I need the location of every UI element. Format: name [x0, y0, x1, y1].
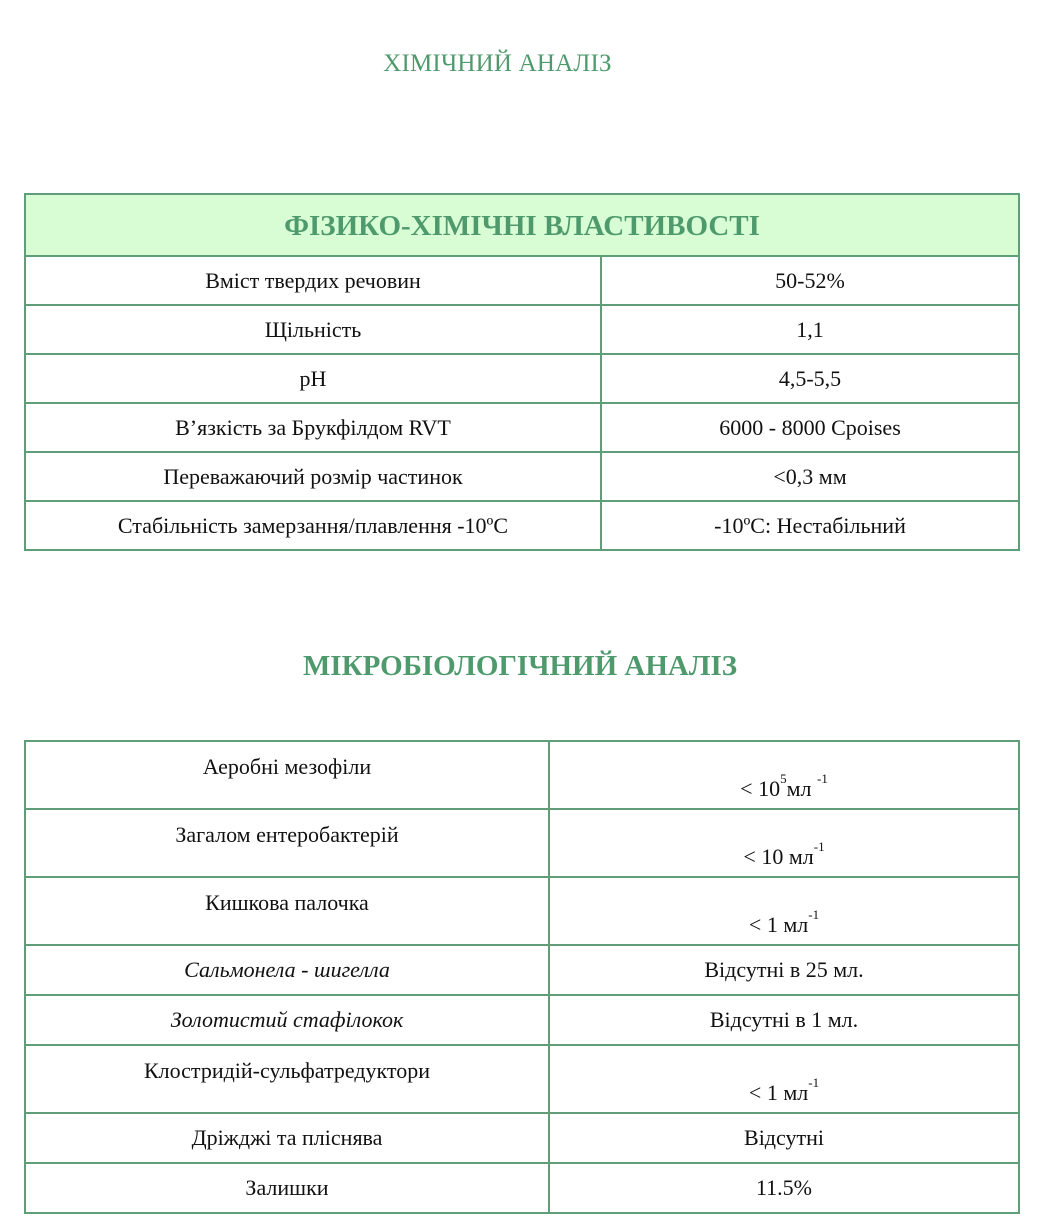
table-row: [25, 1163, 1019, 1213]
table-row: [25, 256, 1019, 305]
value-text: < 1 мл: [748, 912, 809, 937]
value-superscript: -1: [813, 839, 825, 854]
table-row: [25, 452, 1019, 501]
table-row: [25, 501, 1019, 550]
test-label: Аеробні мезофіли: [25, 741, 549, 809]
physchem-table: [24, 193, 1020, 551]
property-value: 4,5-5,5: [601, 354, 1019, 403]
value-superscript: -1: [816, 771, 828, 786]
table-row: [25, 741, 1019, 809]
microbiology-table: [24, 740, 1020, 1214]
property-value: <0,3 мм: [601, 452, 1019, 501]
test-value: [549, 877, 1019, 945]
property-value: -10ºC: Нестабільний: [601, 501, 1019, 550]
test-label: Кишкова палочка: [25, 877, 549, 945]
test-value: 11.5%: [549, 1163, 1019, 1213]
table-row: [25, 995, 1019, 1045]
test-label: Дріжджі та пліснява: [25, 1113, 549, 1163]
test-label: Клостридій-сульфатредуктори: [25, 1045, 549, 1113]
test-label: Сальмонела - шигелла: [25, 945, 549, 995]
microbiological-analysis-title: МІКРОБІОЛОГІЧНИЙ АНАЛІЗ: [302, 650, 738, 682]
test-label: Золотистий стафілокок: [25, 995, 549, 1045]
property-label: Щільність: [25, 305, 601, 354]
test-value: Відсутні в 1 мл.: [549, 995, 1019, 1045]
table-row: [25, 403, 1019, 452]
property-value: 1,1: [601, 305, 1019, 354]
test-value: [549, 809, 1019, 877]
property-label: В’язкість за Брукфілдом RVT: [25, 403, 601, 452]
test-label: Загалом ентеробактерій: [25, 809, 549, 877]
test-value: [549, 741, 1019, 809]
table-row: [25, 1045, 1019, 1113]
test-value: Відсутні в 25 мл.: [549, 945, 1019, 995]
value-superscript: 5: [780, 771, 787, 786]
physchem-table-header: ФІЗИКО-ХІМІЧНІ ВЛАСТИВОСТІ: [25, 194, 1019, 256]
chemical-analysis-title: ХІМІЧНИЙ АНАЛІЗ: [383, 50, 612, 77]
value-superscript: -1: [808, 907, 820, 922]
property-value: 6000 - 8000 Cpoises: [601, 403, 1019, 452]
test-value: [549, 1045, 1019, 1113]
test-value: Відсутні: [549, 1113, 1019, 1163]
table-row: [25, 809, 1019, 877]
table-row: [25, 1113, 1019, 1163]
property-value: 50-52%: [601, 256, 1019, 305]
property-label: Стабільність замерзання/плавлення -10ºC: [25, 501, 601, 550]
value-text: < 10: [740, 776, 781, 801]
property-label: Вміст твердих речовин: [25, 256, 601, 305]
value-superscript: -1: [808, 1075, 820, 1090]
value-text: мл: [786, 776, 817, 801]
table-row: [25, 945, 1019, 995]
value-text: < 1 мл: [748, 1080, 809, 1105]
property-label: pH: [25, 354, 601, 403]
table-row: [25, 305, 1019, 354]
test-label: Залишки: [25, 1163, 549, 1213]
value-text: < 10 мл: [743, 844, 814, 869]
property-label: Переважаючий розмір частинок: [25, 452, 601, 501]
table-row: [25, 877, 1019, 945]
table-row: [25, 354, 1019, 403]
